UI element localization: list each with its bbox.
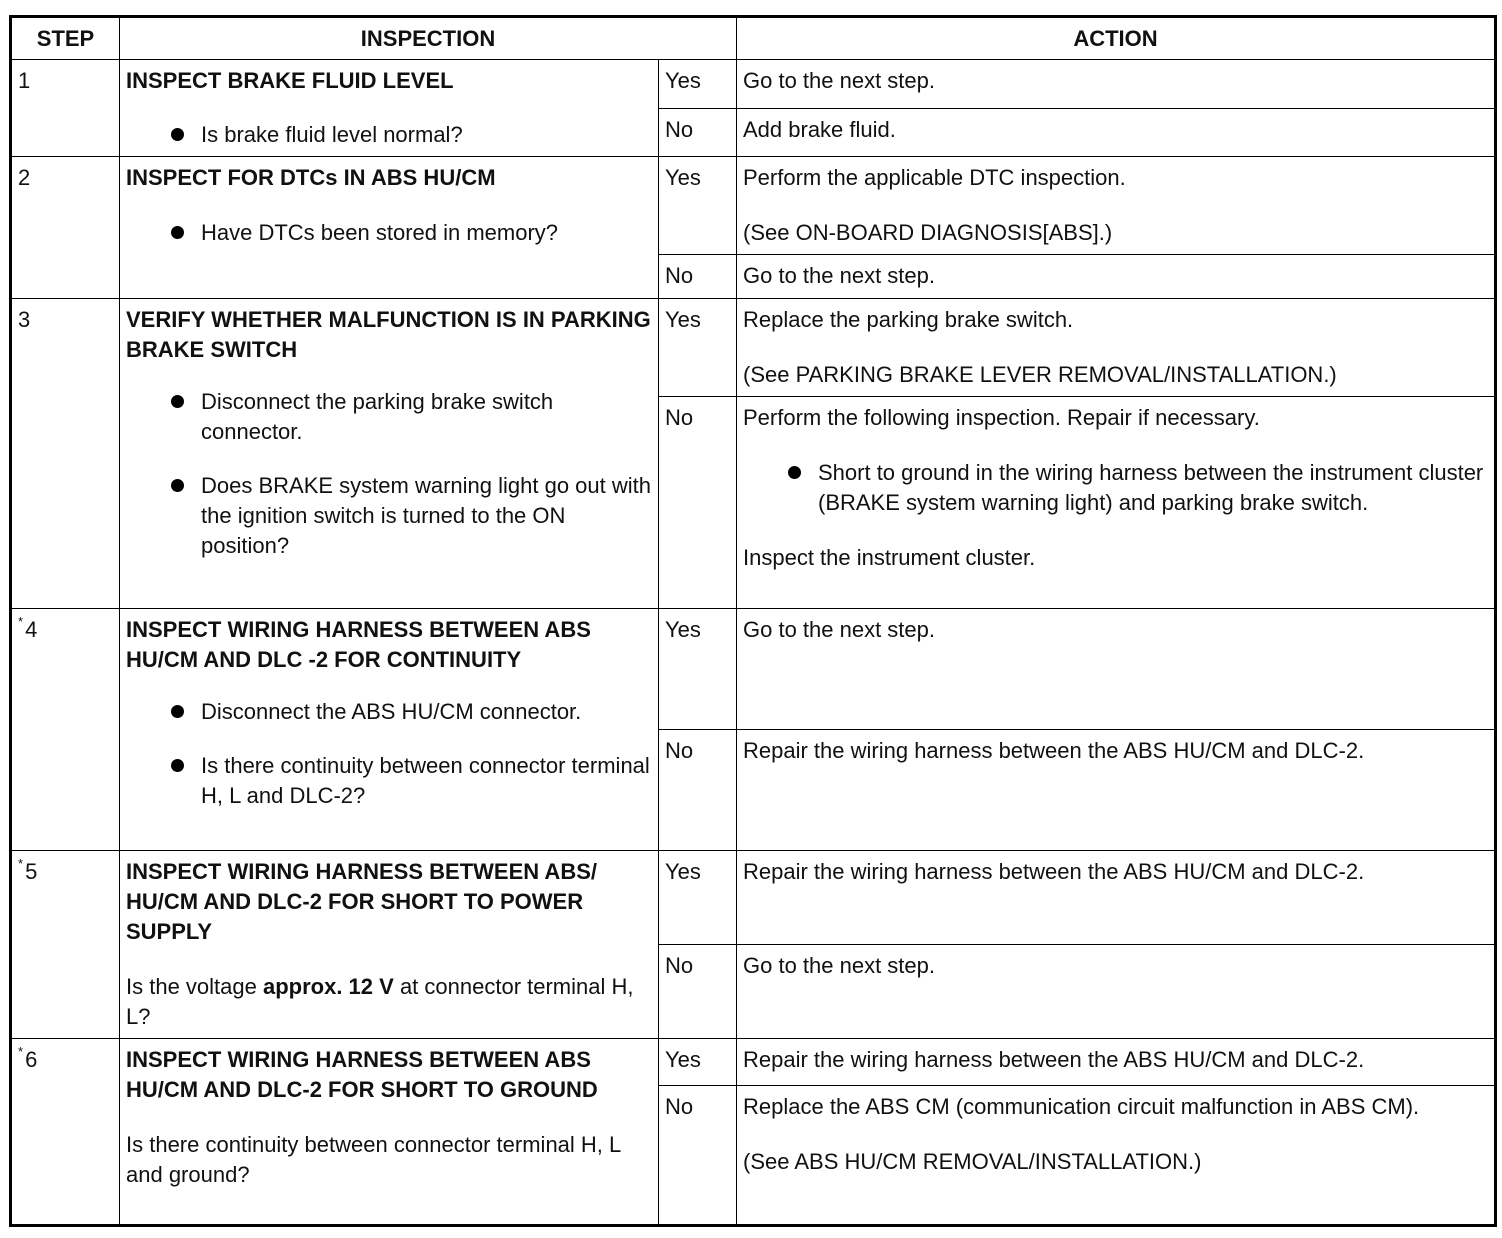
header-step: STEP (11, 17, 120, 60)
inspection-cell (120, 299, 659, 609)
yes-action: Perform the applicable DTC inspection. (See ON-BOARD DIAGNOSIS[ABS].) (737, 157, 1496, 255)
no-action: Add brake fluid. (737, 108, 1496, 157)
table-row (11, 609, 1496, 730)
step-number: *4 (11, 609, 120, 851)
step-number: 3 (11, 299, 120, 609)
yes-label: Yes (659, 1039, 737, 1086)
inspection-bullet: Does BRAKE system warning light go out with the ignition switch is turned to the ON position? (126, 471, 652, 561)
header-row (11, 17, 1496, 60)
header-action: ACTION (737, 17, 1496, 60)
header-inspection: INSPECTION (120, 17, 737, 60)
inspection-title: INSPECT FOR DTCs IN ABS HU/CM (126, 165, 496, 190)
yes-label: Yes (659, 851, 737, 945)
table-row (11, 60, 1496, 109)
step-number: 1 (11, 60, 120, 157)
step-number: *5 (11, 851, 120, 1039)
inspection-title: INSPECT WIRING HARNESS BETWEEN ABS HU/CM AND DLC -2 FOR CONTINUITY (126, 617, 591, 672)
table-row (11, 851, 1496, 945)
yes-label: Yes (659, 60, 737, 109)
inspection-bullet: Have DTCs been stored in memory? (126, 218, 652, 248)
yes-action: Replace the parking brake switch. (See PARKING BRAKE LEVER REMOVAL/INSTALLATION.) (737, 299, 1496, 397)
inspection-title: VERIFY WHETHER MALFUNCTION IS IN PARKING BRAKE SWITCH (126, 307, 651, 362)
inspection-title: INSPECT BRAKE FLUID LEVEL (126, 68, 454, 93)
diagnostic-table (9, 15, 1497, 1227)
inspection-title: INSPECT WIRING HARNESS BETWEEN ABS HU/CM AND DLC-2 FOR SHORT TO GROUND (126, 1047, 598, 1102)
inspection-cell (120, 1039, 659, 1226)
step-number: 2 (11, 157, 120, 299)
no-action: Go to the next step. (737, 945, 1496, 1039)
no-label: No (659, 1086, 737, 1226)
no-label: No (659, 397, 737, 609)
inspection-bullet: Is brake fluid level normal? (126, 120, 652, 150)
table-row (11, 157, 1496, 255)
inspection-question: Is there continuity between connector terminal H, L and ground? (126, 1132, 621, 1187)
no-label: No (659, 255, 737, 299)
no-label: No (659, 730, 737, 851)
inspection-bullet: Disconnect the ABS HU/CM connector. (126, 697, 652, 727)
inspection-bullet: Is there continuity between connector terminal H, L and DLC-2? (126, 751, 652, 811)
table-row (11, 299, 1496, 397)
inspection-cell (120, 851, 659, 1039)
no-label: No (659, 108, 737, 157)
no-label: No (659, 945, 737, 1039)
yes-label: Yes (659, 157, 737, 255)
no-action: Replace the ABS CM (communication circuit malfunction in ABS CM). (See ABS HU/CM REMOVAL/INSTALLATION.) (737, 1086, 1496, 1226)
yes-action: Go to the next step. (737, 609, 1496, 730)
no-action: Perform the following inspection. Repair if necessary. Short to ground in the wiring harness between the instrument cluster (BRAKE system warning light) and parking brake switch. Inspect the instrument cluster. (737, 397, 1496, 609)
inspection-question: Is the voltage approx. 12 V at connector terminal H, L? (126, 974, 634, 1029)
yes-action: Go to the next step. (737, 60, 1496, 109)
inspection-cell (120, 60, 659, 157)
action-bullet: Short to ground in the wiring harness between the instrument cluster (BRAKE system warning light) and parking brake switch. (743, 458, 1488, 518)
step-number: *6 (11, 1039, 120, 1226)
inspection-cell (120, 609, 659, 851)
inspection-bullet: Disconnect the parking brake switch connector. (126, 387, 652, 447)
no-action: Go to the next step. (737, 255, 1496, 299)
yes-action: Repair the wiring harness between the ABS HU/CM and DLC-2. (737, 851, 1496, 945)
yes-label: Yes (659, 299, 737, 397)
no-action: Repair the wiring harness between the ABS HU/CM and DLC-2. (737, 730, 1496, 851)
inspection-cell (120, 157, 659, 299)
yes-label: Yes (659, 609, 737, 730)
yes-action: Repair the wiring harness between the ABS HU/CM and DLC-2. (737, 1039, 1496, 1086)
inspection-title: INSPECT WIRING HARNESS BETWEEN ABS/ HU/CM AND DLC-2 FOR SHORT TO POWER SUPPLY (126, 859, 597, 944)
table-row (11, 1039, 1496, 1086)
